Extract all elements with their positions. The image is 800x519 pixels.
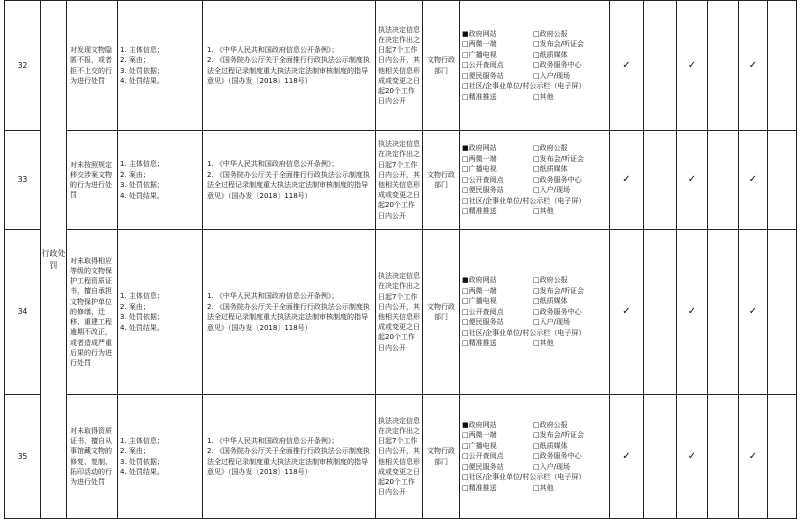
empty-cell [708, 131, 739, 230]
content-item: 2. 案由； [120, 170, 150, 179]
content-item: 1. 主体信息； [120, 45, 164, 54]
channel-option: □便民服务站 [462, 318, 504, 327]
table-row [5, 230, 797, 395]
channel-option: □精准推送 [462, 483, 497, 492]
channel-option: □广播电视 [462, 441, 497, 450]
disclosure-matter: 对未按照规定移交涉案文物的行为进行处罚 [67, 131, 118, 230]
disclosure-table [4, 0, 797, 519]
check-mark: ✓ [739, 230, 768, 395]
category-cell: 行政处罚 [41, 1, 67, 519]
disclosure-channels [460, 230, 610, 395]
channel-option: □公开查阅点 [462, 175, 504, 184]
channel-option: □政府公报 [533, 144, 568, 153]
channel-option: □两微一端 [462, 286, 497, 295]
channel-option: □广播电视 [462, 165, 497, 174]
channel-option: □便民服务站 [462, 462, 504, 471]
channel-option: □政府公报 [533, 276, 568, 285]
channel-option-checked: ■政府网站 [462, 29, 497, 38]
channel-option: □两微一端 [462, 431, 497, 440]
channel-option: □入户/现场 [533, 186, 570, 195]
content-item: 1. 主体信息； [120, 292, 164, 300]
channel-option: □精准推送 [462, 339, 497, 348]
channel-option: □政务服务中心 [533, 452, 582, 461]
basis-item: 1. 《中华人民共和国政府信息公开条例》； [207, 45, 339, 54]
channel-option: □发布会/听证会 [533, 431, 584, 440]
empty-cell [708, 230, 739, 395]
disclosure-time-limit: 执法决定信息在决定作出之日起7个工作日内公开，其他相关信息形成或变更之日起20个工作日内公开 [376, 131, 423, 230]
channel-option: □社区/企事业单位/村公示栏（电子屏） [462, 328, 586, 337]
disclosure-content [118, 1, 203, 131]
channel-option: □公开查阅点 [462, 452, 504, 461]
table-body [5, 1, 797, 519]
empty-cell [708, 395, 739, 519]
channel-option: □纸质媒体 [533, 165, 568, 174]
empty-cell [708, 1, 739, 131]
disclosure-content [118, 395, 203, 519]
channel-option: □社区/企事业单位/村公示栏（电子屏） [462, 82, 586, 91]
channel-list [462, 29, 607, 103]
empty-cell [644, 1, 677, 131]
empty-cell [768, 131, 797, 230]
empty-cell [644, 395, 677, 519]
disclosure-subject: 文物行政部门 [423, 1, 460, 131]
channel-option: □入户/现场 [533, 71, 570, 80]
channel-option-checked: ■政府网站 [462, 144, 497, 153]
channel-option: □政府公报 [533, 420, 568, 429]
disclosure-basis [203, 1, 376, 131]
basis-item: 2. 《国务院办公厅关于全面推行行政执法公示制度执法全过程记录制度重大执法决定法制审核制度的指导意见》（国办发〔2018〕118号） [207, 170, 370, 200]
content-item: 1. 主体信息； [120, 436, 164, 445]
empty-cell [644, 131, 677, 230]
content-item: 3. 处罚依据； [120, 66, 164, 75]
channel-option: □纸质媒体 [533, 50, 568, 59]
content-item: 3. 处罚依据； [120, 313, 164, 321]
content-item: 2. 案由； [120, 447, 150, 455]
check-mark: ✓ [677, 131, 708, 230]
basis-item: 2. 《国务院办公厅关于全面推行行政执法公示制度执法全过程记录制度重大执法决定法制审核制度的指导意见》（国办发〔2018〕118号） [207, 56, 370, 85]
disclosure-time-limit: 执法决定信息在决定作出之日起7个工作日内公开，其他相关信息形成或变更之日起20个工作日内公开 [376, 395, 423, 519]
row-number: 35 [5, 395, 41, 519]
empty-cell [768, 1, 797, 131]
basis-item: 1. 《中华人民共和国政府信息公开条例》； [207, 292, 339, 300]
channel-option: □纸质媒体 [533, 441, 568, 450]
channel-option: □政务服务中心 [533, 61, 582, 70]
empty-cell [768, 395, 797, 519]
content-item: 2. 案由； [120, 302, 150, 311]
disclosure-basis [203, 395, 376, 519]
disclosure-matter: 对未取得资质证书，擅自从事馆藏文物的修复、复制、拓印活动的行为进行处罚 [67, 395, 118, 519]
disclosure-channels [460, 131, 610, 230]
channel-option: □入户/现场 [533, 462, 570, 471]
table-row [5, 395, 797, 519]
row-number: 33 [5, 131, 41, 230]
channel-option: □精准推送 [462, 92, 497, 101]
disclosure-matter: 对未取得相应等级的文物保护工程资质证书，擅自承担文物保护单位的修缮、迁移、重建工程逾期不改正，或者造成严重后果的行为进行处罚 [67, 230, 118, 395]
content-item: 4. 处罚结果。 [120, 77, 164, 85]
channel-option: □发布会/听证会 [533, 154, 584, 163]
check-mark: ✓ [610, 395, 644, 519]
channel-option: □公开查阅点 [462, 307, 504, 316]
channel-option: □便民服务站 [462, 186, 504, 195]
channel-option: □其他 [533, 483, 554, 492]
channel-option-checked: ■政府网站 [462, 420, 497, 429]
table-row [5, 1, 797, 131]
disclosure-channels [460, 395, 610, 519]
disclosure-basis [203, 230, 376, 395]
basis-item: 1. 《中华人民共和国政府信息公开条例》； [207, 436, 339, 445]
content-item: 1. 主体信息； [120, 160, 164, 168]
channel-option: □其他 [533, 92, 554, 101]
check-mark: ✓ [610, 230, 644, 395]
content-item: 4. 处罚结果。 [120, 468, 164, 476]
content-item: 2. 案由； [120, 56, 150, 64]
disclosure-content [118, 230, 203, 395]
content-item: 3. 处罚依据； [120, 181, 164, 189]
disclosure-content [118, 131, 203, 230]
channel-option: □广播电视 [462, 50, 497, 59]
row-number: 32 [5, 1, 41, 131]
channel-option: □政府公报 [533, 29, 568, 38]
check-mark: ✓ [677, 1, 708, 131]
channel-list [462, 420, 607, 494]
content-item: 4. 处罚结果。 [120, 191, 164, 200]
channel-option: □精准推送 [462, 207, 497, 216]
channel-option: □其他 [533, 339, 554, 348]
disclosure-subject: 文物行政部门 [423, 395, 460, 519]
table-row [5, 131, 797, 230]
content-item: 3. 处罚依据； [120, 457, 164, 466]
channel-option: □广播电视 [462, 297, 497, 306]
channel-option: □发布会/听证会 [533, 40, 584, 49]
disclosure-subject: 文物行政部门 [423, 230, 460, 395]
channel-option: □社区/企事业单位/村公示栏（电子屏） [462, 473, 586, 482]
channel-option: □社区/企事业单位/村公示栏（电子屏） [462, 196, 586, 205]
channel-option: □两微一端 [462, 40, 497, 49]
check-mark: ✓ [677, 395, 708, 519]
channel-option: □入户/现场 [533, 318, 570, 327]
channel-list [462, 143, 607, 217]
basis-item: 2. 《国务院办公厅关于全面推行行政执法公示制度执法全过程记录制度重大执法决定法制审核制度的指导意见》（国办发〔2018〕118号） [207, 447, 370, 476]
empty-cell [644, 230, 677, 395]
disclosure-channels [460, 1, 610, 131]
channel-option: □两微一端 [462, 154, 497, 163]
check-mark: ✓ [739, 1, 768, 131]
check-mark: ✓ [739, 395, 768, 519]
check-mark: ✓ [677, 230, 708, 395]
check-mark: ✓ [739, 131, 768, 230]
row-number: 34 [5, 230, 41, 395]
basis-item: 2. 《国务院办公厅关于全面推行行政执法公示制度执法全过程记录制度重大执法决定法制审核制度的指导意见》（国办发〔2018〕118号） [207, 302, 370, 332]
channel-list [462, 275, 607, 349]
disclosure-matter: 对发现文物隐匿不报，或者拒不上交的行为进行处罚 [67, 1, 118, 131]
channel-option: □政务服务中心 [533, 175, 582, 184]
channel-option-checked: ■政府网站 [462, 276, 497, 285]
empty-cell [768, 230, 797, 395]
channel-option: □公开查阅点 [462, 61, 504, 70]
check-mark: ✓ [610, 131, 644, 230]
check-mark: ✓ [610, 1, 644, 131]
channel-option: □发布会/听证会 [533, 286, 584, 295]
basis-item: 1. 《中华人民共和国政府信息公开条例》； [207, 160, 339, 168]
disclosure-subject: 文物行政部门 [423, 131, 460, 230]
channel-option: □政务服务中心 [533, 307, 582, 316]
channel-option: □便民服务站 [462, 71, 504, 80]
channel-option: □纸质媒体 [533, 297, 568, 306]
channel-option: □其他 [533, 207, 554, 216]
disclosure-basis [203, 131, 376, 230]
disclosure-time-limit: 执法决定信息在决定作出之日起7个工作日内公开，其他相关信息形成或变更之日起20个工作日内公开 [376, 230, 423, 395]
content-item: 4. 处罚结果。 [120, 323, 164, 332]
disclosure-time-limit: 执法决定信息在决定作出之日起7个工作日内公开，其他相关信息形成或变更之日起20个工作日内公开 [376, 1, 423, 131]
